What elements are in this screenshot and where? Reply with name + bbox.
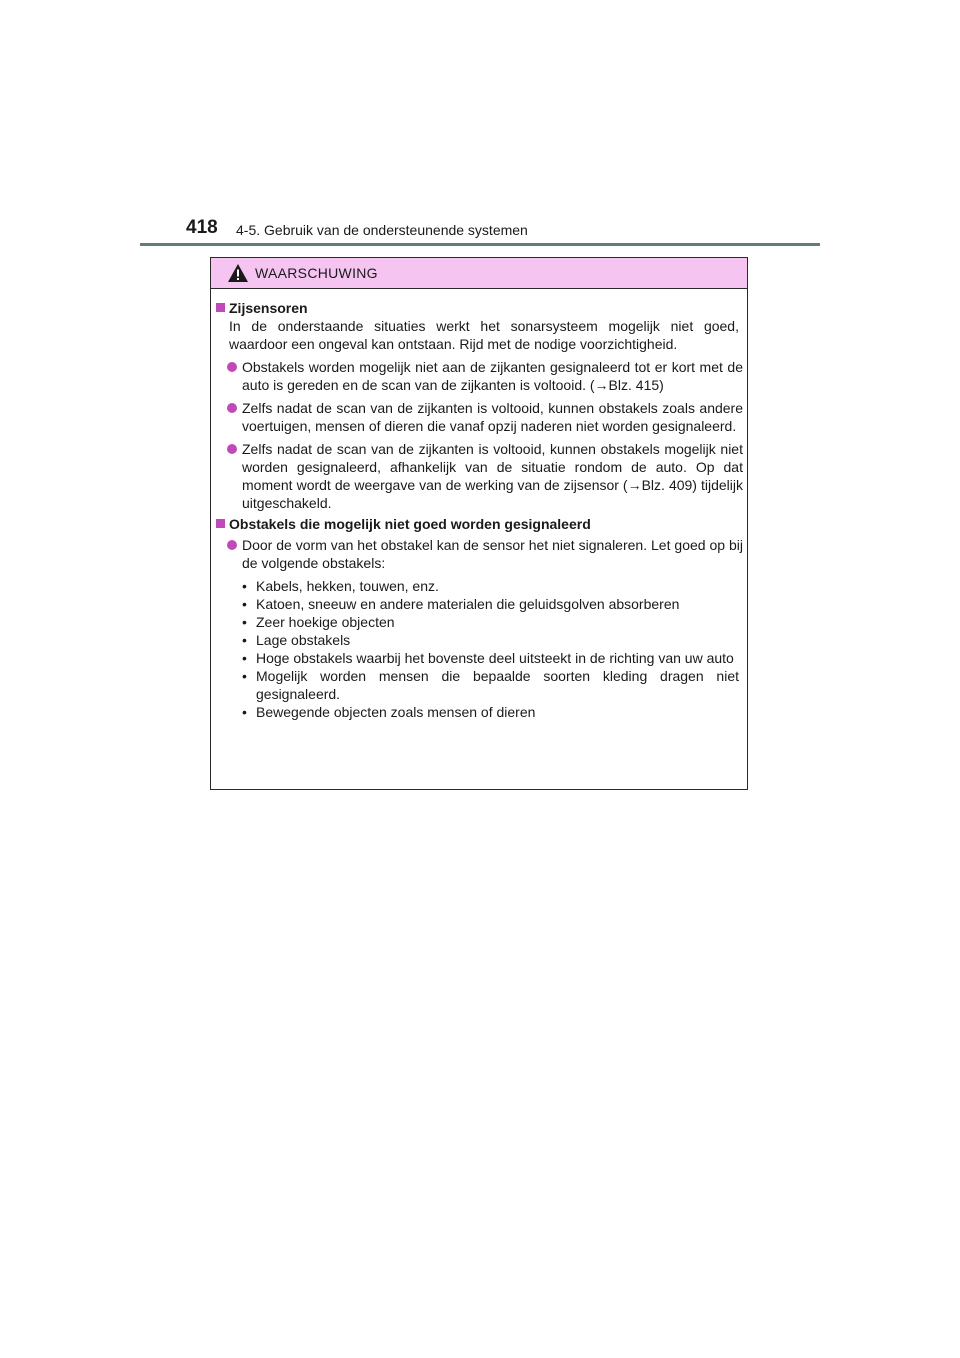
header-rule <box>140 243 820 246</box>
list-item: Zelfs nadat de scan van de zijkanten is voltooid, kunnen obstakels zoals andere voertuigen, mensen of dieren die vanaf opzij naderen niet worden gesignaleerd. <box>211 399 749 435</box>
section-title: 4-5. Gebruik van de ondersteunende systemen <box>236 222 528 238</box>
sub-list-item: • Mogelijk worden mensen die bepaalde soorten kleding dragen niet gesignaleerd. <box>242 668 739 702</box>
circle-bullet-icon <box>227 403 237 413</box>
page-header <box>140 217 820 245</box>
section-obstakels <box>211 515 749 721</box>
sub-list-item: • Bewegende objecten zoals mensen of dieren <box>242 704 536 720</box>
warning-title: WAARSCHUWING <box>255 265 378 281</box>
section-heading: Obstakels die mogelijk niet goed worden gesignaleerd <box>211 515 749 533</box>
section-zijsensoren <box>211 299 749 512</box>
page-number: 418 <box>186 217 218 238</box>
sub-list-item: • Zeer hoekige objecten <box>242 614 395 630</box>
warning-box <box>210 257 748 790</box>
warning-triangle-icon <box>227 263 249 283</box>
sub-list-item: • Lage obstakels <box>242 632 351 648</box>
warning-header <box>211 258 747 289</box>
circle-bullet-icon <box>227 540 237 550</box>
square-bullet-icon <box>216 303 225 312</box>
section-intro: In de onderstaande situaties werkt het sonarsysteem mogelijk niet goed, waardoor een ongeval kan ontstaan. Rijd met de nodige voorzichtigheid. <box>229 318 739 352</box>
sub-list-item: • Hoge obstakels waarbij het bovenste deel uitsteekt in de richting van uw auto <box>242 650 734 666</box>
section-heading: Zijsensoren <box>211 299 749 317</box>
circle-bullet-icon <box>227 362 237 372</box>
square-bullet-icon <box>216 519 225 528</box>
list-item: Obstakels worden mogelijk niet aan de zijkanten gesignaleerd tot er kort met de auto is gereden en de scan van de zijkanten is voltooid. (→Blz. 415) <box>211 358 749 394</box>
list-item: Zelfs nadat de scan van de zijkanten is voltooid, kunnen obstakels mogelijk niet worden gesignaleerd, afhankelijk van de situatie rondom de auto. Op dat moment wordt de weergave van de werking van de zijsensor (→Blz. 409) tijdelijk uitgeschakeld. <box>211 440 749 512</box>
sub-list-item: • Katoen, sneeuw en andere materialen die geluidsgolven absorberen <box>242 596 680 612</box>
warning-content <box>211 299 749 721</box>
obstacle-list <box>211 577 749 721</box>
list-item: Door de vorm van het obstakel kan de sensor het niet signaleren. Let goed op bij de volgende obstakels: <box>211 536 749 572</box>
circle-bullet-icon <box>227 444 237 454</box>
sub-list-item: • Kabels, hekken, touwen, enz. <box>242 578 439 594</box>
